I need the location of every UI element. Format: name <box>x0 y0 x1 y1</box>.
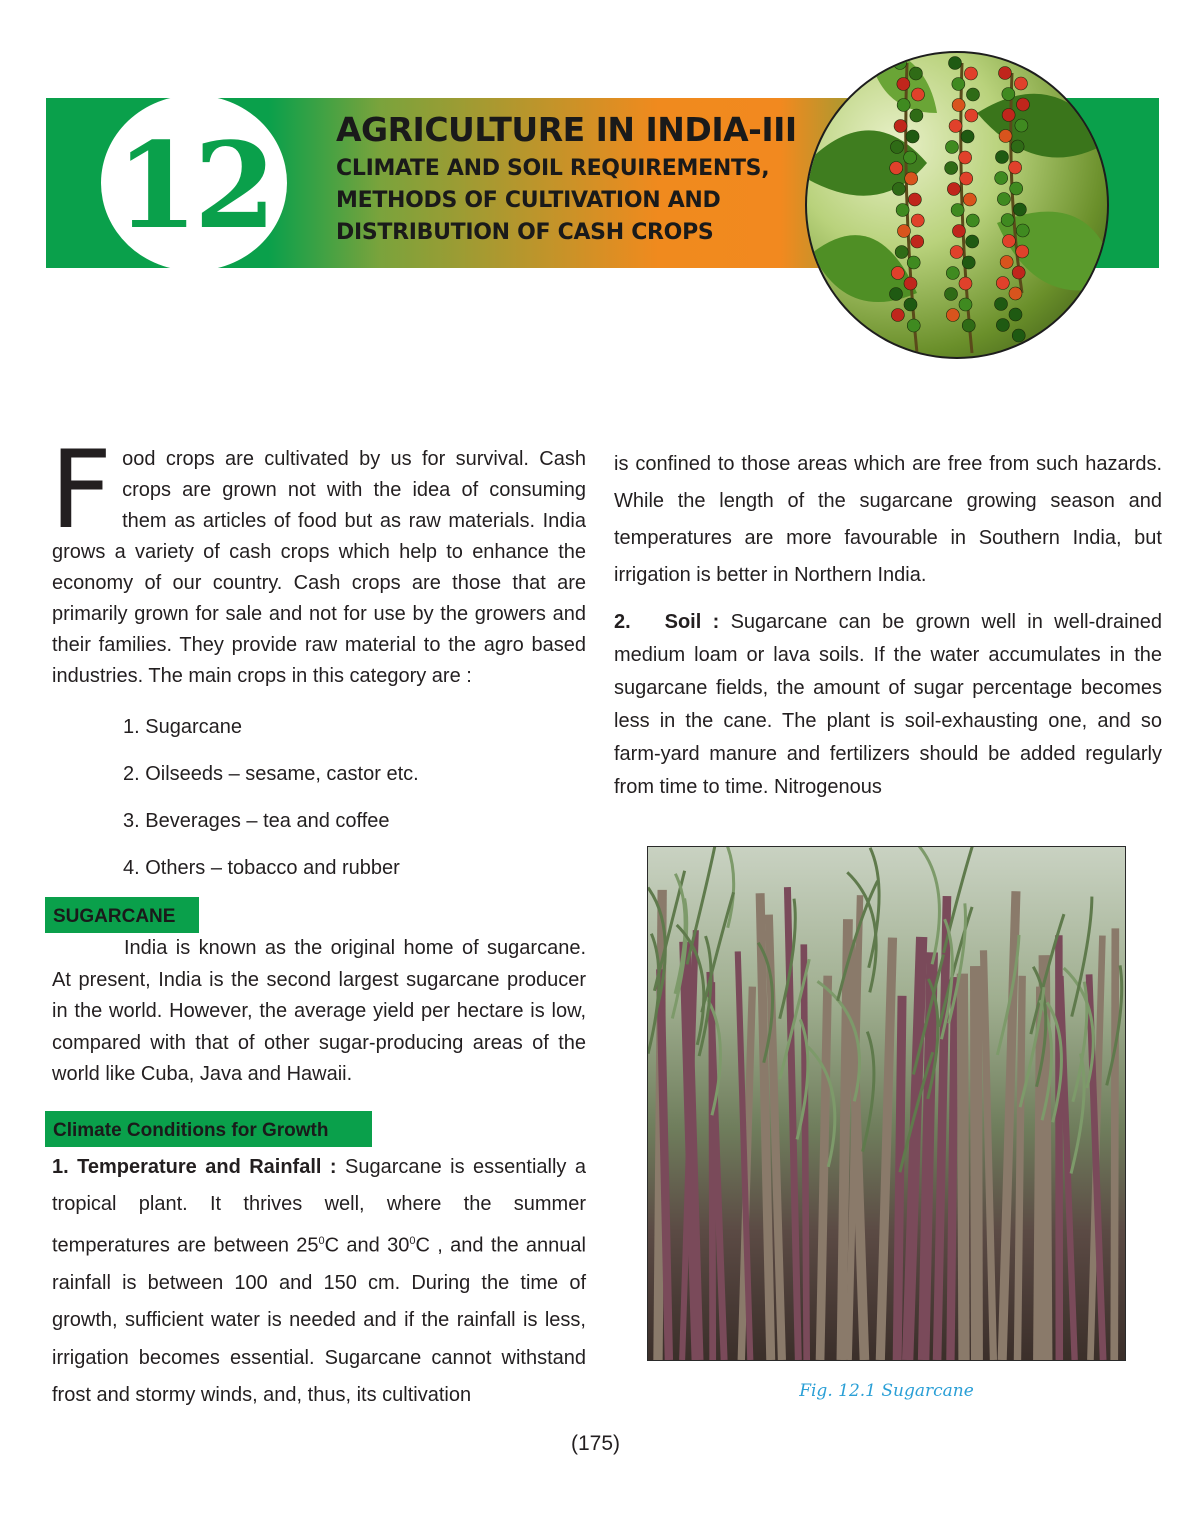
list-item: 4. Others – tobacco and rubber <box>123 857 400 879</box>
pepper-berry <box>952 99 965 112</box>
pepper-berry <box>906 130 919 143</box>
pepper-berry <box>1001 214 1014 227</box>
cane-stalk <box>897 996 902 1360</box>
pepper-berry <box>966 235 979 248</box>
pepper-berry <box>1002 88 1015 101</box>
sugarcane-paragraph <box>52 933 586 1091</box>
list-item: 1. Sugarcane <box>123 716 242 738</box>
sugarcane-illustration <box>648 847 1125 1360</box>
continuation-paragraph: is confined to those areas which are free from such hazards. While the length of the sugarcane growing season and temperatures are more favourable in Southern India, but irrigation is better in Northern India. <box>614 453 1162 586</box>
chapter-subtitle-line: CLIMATE AND SOIL REQUIREMENTS, <box>336 156 770 181</box>
pepper-berry <box>961 130 974 143</box>
pepper-berry <box>1002 109 1015 122</box>
pepper-berry <box>1016 224 1029 237</box>
pepper-berry <box>1009 308 1022 321</box>
pepper-berry <box>996 319 1009 332</box>
pepper-berry <box>959 298 972 311</box>
pepper-berry <box>890 162 903 175</box>
pepper-berry <box>1015 119 1028 132</box>
pepper-berry <box>1012 266 1025 279</box>
pepper-berry <box>962 319 975 332</box>
pepper-berry <box>1009 287 1022 300</box>
chapter-number: 12 <box>115 116 273 255</box>
pepper-berry <box>907 256 920 269</box>
pepper-berry <box>904 277 917 290</box>
sugarcane-field-photo <box>647 846 1126 1361</box>
pepper-berry <box>895 246 908 259</box>
sugarcane-text: India is known as the original home of sugarcane. At present, India is the second largest sugarcane producer in the world. However, the average yield per hectare is low, compared with that of other sugar-producing areas of the world like Cuba, Java and Hawaii. <box>52 937 586 1085</box>
temperature-rainfall-label: 1. Temperature and Rainfall : <box>52 1156 337 1178</box>
pepper-berry <box>965 109 978 122</box>
pepper-berry <box>962 256 975 269</box>
pepper-berry <box>1009 161 1022 174</box>
pepper-berry <box>1002 235 1015 248</box>
pepper-berry <box>908 193 921 206</box>
black-pepper-illustration <box>807 53 1107 357</box>
pepper-berry <box>907 319 920 332</box>
pepper-berry <box>1000 256 1013 269</box>
chapter-number-badge <box>101 95 287 271</box>
pepper-berry <box>959 151 972 164</box>
temperature-rainfall-paragraph: 1. Temperature and Rainfall : Sugarcane is essentially a tropical plant. It thrives well, where the summer temperatures are between $25^0C$ and $30^0C$ , and the annual rainfall is between 100 and 150 cm. During the time of growth, sufficient water is needed and if the rainfall is less, irrigation becomes essential. Sugarcane cannot withstand frost and stormy winds, and, thus, its cultivation <box>52 1156 586 1406</box>
chapter-subtitle <box>336 152 797 250</box>
pepper-berry <box>952 78 965 91</box>
pepper-berry <box>966 214 979 227</box>
cane-stalk <box>880 938 892 1360</box>
pepper-berry <box>997 193 1010 206</box>
cane-stalk <box>976 966 977 1360</box>
drop-cap: F <box>50 428 113 553</box>
pepper-berry <box>999 67 1012 80</box>
pepper-berry <box>964 67 977 80</box>
intro-text: ood crops are cultivated by us for survival. Cash crops are grown not with the idea of consuming them as articles of food but as raw materials. India grows a variety of cash crops which help to enhance the economy of our country. Cash crops are those that are primarily grown for sale and not for use by the growers and their families. They provide raw material to the agro based industries. The main crops in this category are : <box>52 448 586 687</box>
pepper-berry <box>890 288 903 301</box>
section-heading-sugarcane: SUGARCANE <box>45 897 199 933</box>
page-number: (175) <box>570 1432 621 1455</box>
pepper-berry <box>911 235 924 248</box>
pepper-berry <box>911 88 924 101</box>
pepper-berry <box>945 141 958 154</box>
pepper-berry <box>959 277 972 290</box>
pepper-berry <box>946 267 959 280</box>
pepper-berry <box>904 298 917 311</box>
pepper-berry <box>960 172 973 185</box>
pepper-berry <box>1016 245 1029 258</box>
cane-leaf <box>1071 1053 1084 1173</box>
list-item: 3. Beverages – tea and coffee <box>123 810 390 832</box>
pepper-berry <box>897 225 910 238</box>
pepper-berry <box>995 151 1008 164</box>
pepper-berry <box>1011 140 1024 153</box>
chapter-subtitle-line: DISTRIBUTION OF CASH CROPS <box>336 220 714 245</box>
intro-paragraph <box>50 428 586 692</box>
pepper-berry <box>952 225 965 238</box>
black-pepper-vine-photo <box>805 51 1109 359</box>
pepper-berry <box>996 277 1009 290</box>
sugarcane-stalks <box>648 847 1122 1360</box>
cane-stalk <box>962 974 964 1360</box>
pepper-berry <box>951 204 964 217</box>
pepper-berry <box>946 309 959 322</box>
pepper-berry <box>897 78 910 91</box>
pepper-berry <box>896 204 909 217</box>
cane-stalk <box>820 976 828 1360</box>
pepper-berry <box>890 141 903 154</box>
cane-stalk <box>1002 891 1016 1360</box>
cane-stalk <box>983 950 993 1360</box>
pepper-berry <box>950 246 963 259</box>
pepper-berry <box>891 309 904 322</box>
pepper-berry <box>995 172 1008 185</box>
cane-stalk <box>950 977 955 1360</box>
pepper-berry <box>894 57 907 70</box>
pepper-berry <box>897 99 910 112</box>
pepper-berry <box>905 172 918 185</box>
pepper-berry <box>949 57 962 70</box>
pepper-berry <box>1016 98 1029 111</box>
pepper-berry <box>909 67 922 80</box>
soil-paragraph: 2. Soil : Sugarcane can be grown well in well-drained medium loam or lava soils. If the water accumulates in the sugarcane fields, the amount of sugar percentage becomes less in the cane. The plant is soil-exhausting one, and so farm-yard manure and fertilizers should be added regularly from time to time. Nitrogenous <box>614 611 1162 798</box>
pepper-berry <box>966 88 979 101</box>
pepper-berry <box>963 193 976 206</box>
pepper-berry <box>1013 203 1026 216</box>
pepper-berry <box>1012 329 1025 342</box>
pepper-berry <box>911 214 924 227</box>
soil-label: 2. Soil : <box>614 611 720 633</box>
pepper-berry <box>995 298 1008 311</box>
chapter-title: AGRICULTURE IN INDIA-III <box>336 110 797 149</box>
pepper-berry <box>949 120 962 133</box>
pepper-berry <box>947 183 960 196</box>
cane-leaf <box>702 892 734 1012</box>
chapter-subtitle-line: METHODS OF CULTIVATION AND <box>336 188 721 213</box>
cane-stalk <box>804 944 807 1360</box>
pepper-berry <box>945 162 958 175</box>
chapter-title-block <box>336 110 797 250</box>
section-heading-climate: Climate Conditions for Growth <box>45 1111 372 1147</box>
pepper-berry <box>894 120 907 133</box>
pepper-berry <box>892 183 905 196</box>
figure-caption: Fig. 12.1 Sugarcane <box>799 1381 974 1401</box>
cane-leaf <box>863 1032 874 1152</box>
pepper-berry <box>910 109 923 122</box>
list-item: 2. Oilseeds – sesame, castor etc. <box>123 763 419 785</box>
pepper-berry <box>999 130 1012 143</box>
cane-stalk <box>1114 928 1115 1360</box>
pepper-berry <box>904 151 917 164</box>
pepper-berry <box>1010 182 1023 195</box>
cane-stalk <box>1017 976 1022 1360</box>
pepper-berry <box>945 288 958 301</box>
pepper-berry <box>1014 77 1027 90</box>
pepper-berry <box>891 267 904 280</box>
